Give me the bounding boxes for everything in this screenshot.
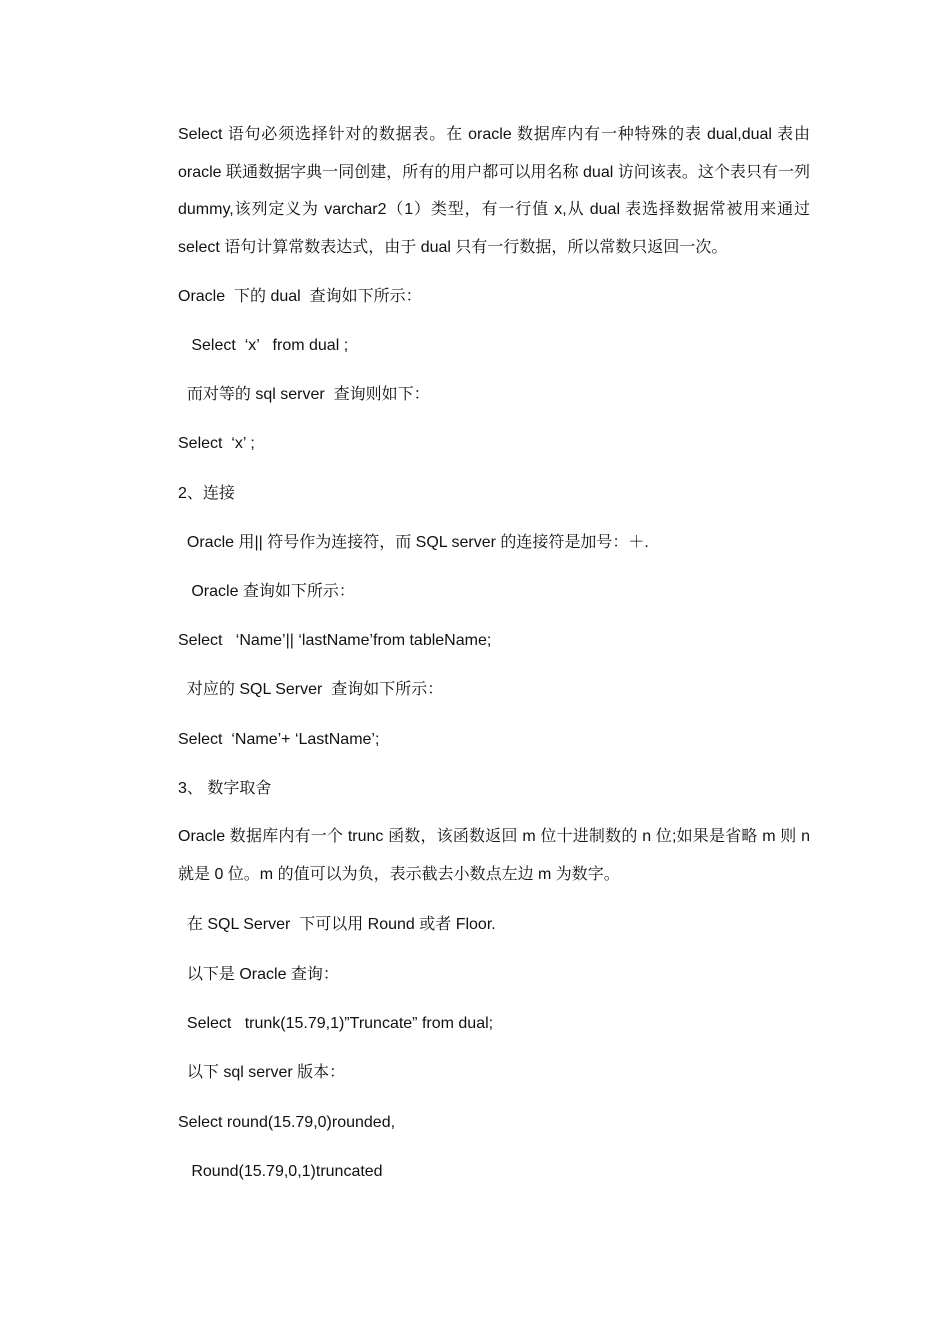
code-sqlserver-concat: Select ‘Name’+ ‘LastName’; <box>178 731 380 748</box>
paragraph-oracle-dual-query-heading: Oracle 下的 dual 查询如下所示： <box>178 288 422 305</box>
paragraph-sqlserver-query-heading: 对应的 SQL Server 查询如下所示： <box>178 681 444 698</box>
section-heading-number-rounding: 3、 数字取舍 <box>178 780 272 797</box>
code-sqlserver-round: Select round(15.79,0)rounded, <box>178 1114 396 1131</box>
paragraph-sqlserver-version-heading: 以下 sql server 版本： <box>178 1064 346 1081</box>
paragraph-dual-table-intro: Select 语句必须选择针对的数据表。在 oracle 数据库内有一种特殊的表 dual,dual 表由 oracle 联通数据字典一同创建，所有的用户都可以用名称 dual 访问该表。这个表只有一列 dummy,该列定义为 varchar2（1）类型，有一行值 x,从 dual 表选择数据常被用来通过 select 语句计算常数表达式，由于 dual 只有一行数据，所以常数只返回一次。 <box>178 126 810 256</box>
paragraph-oracle-trunc-heading: 以下是 Oracle 查询： <box>178 966 339 983</box>
paragraph-concatenation-operators: Oracle 用|| 符号作为连接符，而 SQL server 的连接符是加号：＋. <box>178 534 649 551</box>
paragraph-trunc-function: Oracle 数据库内有一个 trunc 函数，该函数返回 m 位十进制数的 n 位;如果是省略 m 则 n 就是 0 位。m 的值可以为负，表示截去小数点左边 m 为数字。 <box>178 828 810 883</box>
code-oracle-trunc: Select trunk(15.79,1)”Truncate” from dual; <box>178 1015 494 1032</box>
code-oracle-concat: Select ‘Name’|| ‘lastName’from tableName; <box>178 632 492 649</box>
code-sqlserver-select-x: Select ‘x’ ; <box>178 435 255 452</box>
paragraph-sqlserver-equivalent-heading: 而对等的 sql server 查询则如下： <box>178 386 430 403</box>
paragraph-oracle-query-heading: Oracle 查询如下所示： <box>178 583 355 600</box>
section-heading-concatenation: 2、连接 <box>178 485 235 502</box>
paragraph-round-floor: 在 SQL Server 下可以用 Round 或者 Floor. <box>178 916 496 933</box>
code-sqlserver-round-truncated: Round(15.79,0,1)truncated <box>178 1163 383 1180</box>
code-oracle-select-x: Select ‘x’ from dual ; <box>178 337 349 354</box>
